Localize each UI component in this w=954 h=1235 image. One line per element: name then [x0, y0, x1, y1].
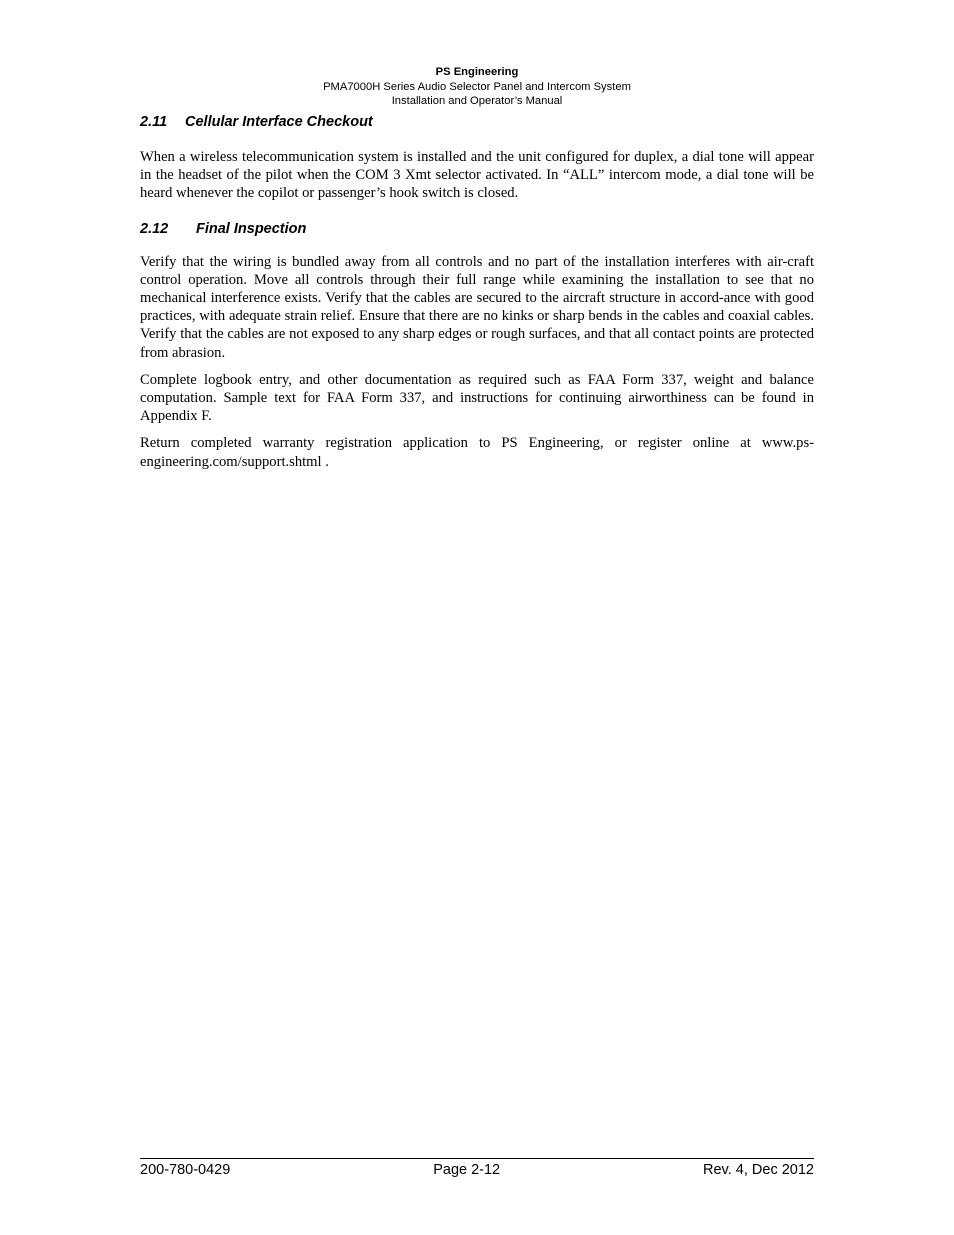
section-heading-cellular-interface-checkout — [140, 112, 814, 132]
header-company: PS Engineering — [435, 66, 519, 78]
section-title: Cellular Interface Checkout — [185, 114, 373, 130]
footer-divider — [140, 1158, 814, 1159]
document-body — [140, 112, 814, 471]
paragraph-wiring-verification: Verify that the wiring is bundled away from all controls and no part of the installation interferes with air-craft control operation. Move all controls through their full range while examining the installation to see that no mechanical interference exists. Verify that the cables are secured to the aircraft structure in accord-ance with good practices, with adequate strain relief. Ensure that there are no kinks or sharp bends in the cables and coaxial cables. Verify that the cables are not exposed to any sharp edges or rough surfaces, and that all contact points are protected from abrasion. — [140, 253, 814, 361]
section-number: 2.11 — [140, 114, 168, 130]
paragraph-warranty-registration: Return completed warranty registration application to PS Engineering, or register online at www.ps-engineering.com/support.shtml . — [140, 435, 814, 470]
page-footer — [140, 1161, 814, 1179]
section-number: 2.12 — [140, 220, 169, 237]
header-manual-title: Installation and Operator’s Manual — [391, 95, 563, 107]
header-product: PMA7000H Series Audio Selector Panel and Intercom System — [323, 80, 631, 93]
paragraph-logbook-entry: Complete logbook entry, and other documentation as required such as FAA Form 337, weight and balance computation. Sample text for FAA Form 337, and instructions for continuing airworthiness can be found in Appendix F. — [140, 371, 814, 425]
footer-doc-number: 200-780-0429 — [140, 1162, 231, 1178]
footer-page-number: Page 2-12 — [433, 1162, 501, 1178]
paragraph-cellular-checkout: When a wireless telecommunication system is installed and the unit configured for duplex, a dial tone will appear in the headset of the pilot when the COM 3 Xmt selector activated. In “ALL” intercom mode, a dial tone will be heard whenever the copilot or passenger’s hook switch is closed. — [140, 149, 814, 202]
section-title: Final Inspection — [196, 220, 307, 237]
page-header — [140, 65, 814, 109]
section-heading-final-inspection — [140, 219, 814, 239]
footer-revision: Rev. 4, Dec 2012 — [703, 1162, 814, 1178]
